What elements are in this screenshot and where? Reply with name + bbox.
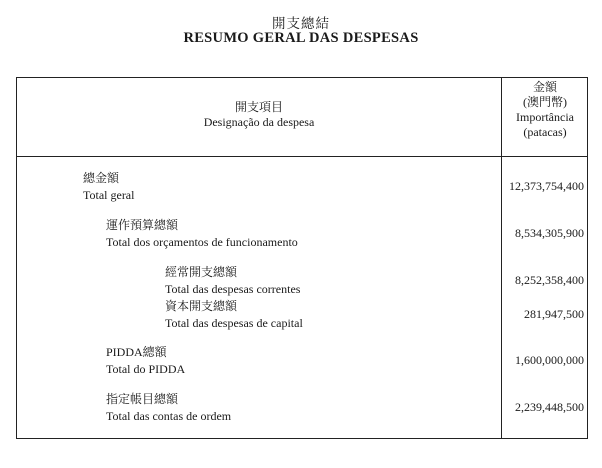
row-label-pt: Total dos orçamentos de funcionamento (106, 235, 298, 249)
row-amount: 2,239,448,500 (515, 400, 584, 414)
amount-header-pt: Importância (516, 110, 574, 124)
row-label-zh: 經常開支總額 (165, 265, 238, 279)
row-label-pt: Total das despesas de capital (165, 316, 303, 330)
row-label-zh: PIDDA總額 (106, 345, 167, 359)
designation-header-pt: Designação da despesa (203, 115, 315, 129)
title-portuguese: RESUMO GERAL DAS DESPESAS (183, 30, 419, 46)
row-amount: 8,252,358,400 (515, 273, 584, 287)
title-chinese: 開支總結 (272, 16, 330, 31)
row-amount: 1,600,000,000 (515, 353, 584, 367)
row-label-pt: Total das despesas correntes (165, 282, 301, 296)
row-label-zh: 總金額 (83, 171, 120, 185)
amount-header-zh: 金額 (532, 80, 557, 94)
row-label-pt: Total geral (83, 188, 135, 202)
row-amount: 281,947,500 (524, 307, 584, 321)
row-amount: 12,373,754,400 (509, 179, 584, 193)
amount-header (502, 80, 588, 140)
row-amount: 8,534,305,900 (515, 226, 584, 240)
designation-header-zh: 開支項目 (234, 100, 283, 114)
row-label-zh: 資本開支總額 (165, 299, 238, 313)
amount-header-currency-zh: (澳門幣) (523, 95, 567, 109)
row-label-zh: 指定帳目總額 (106, 392, 179, 406)
row-label-zh: 運作預算總額 (106, 218, 179, 232)
row-label-pt: Total das contas de ordem (106, 409, 232, 423)
expense-summary-table (16, 77, 588, 439)
designation-header (17, 100, 501, 130)
amount-header-unit-pt: (patacas) (523, 125, 567, 139)
row-label-pt: Total do PIDDA (106, 362, 186, 376)
